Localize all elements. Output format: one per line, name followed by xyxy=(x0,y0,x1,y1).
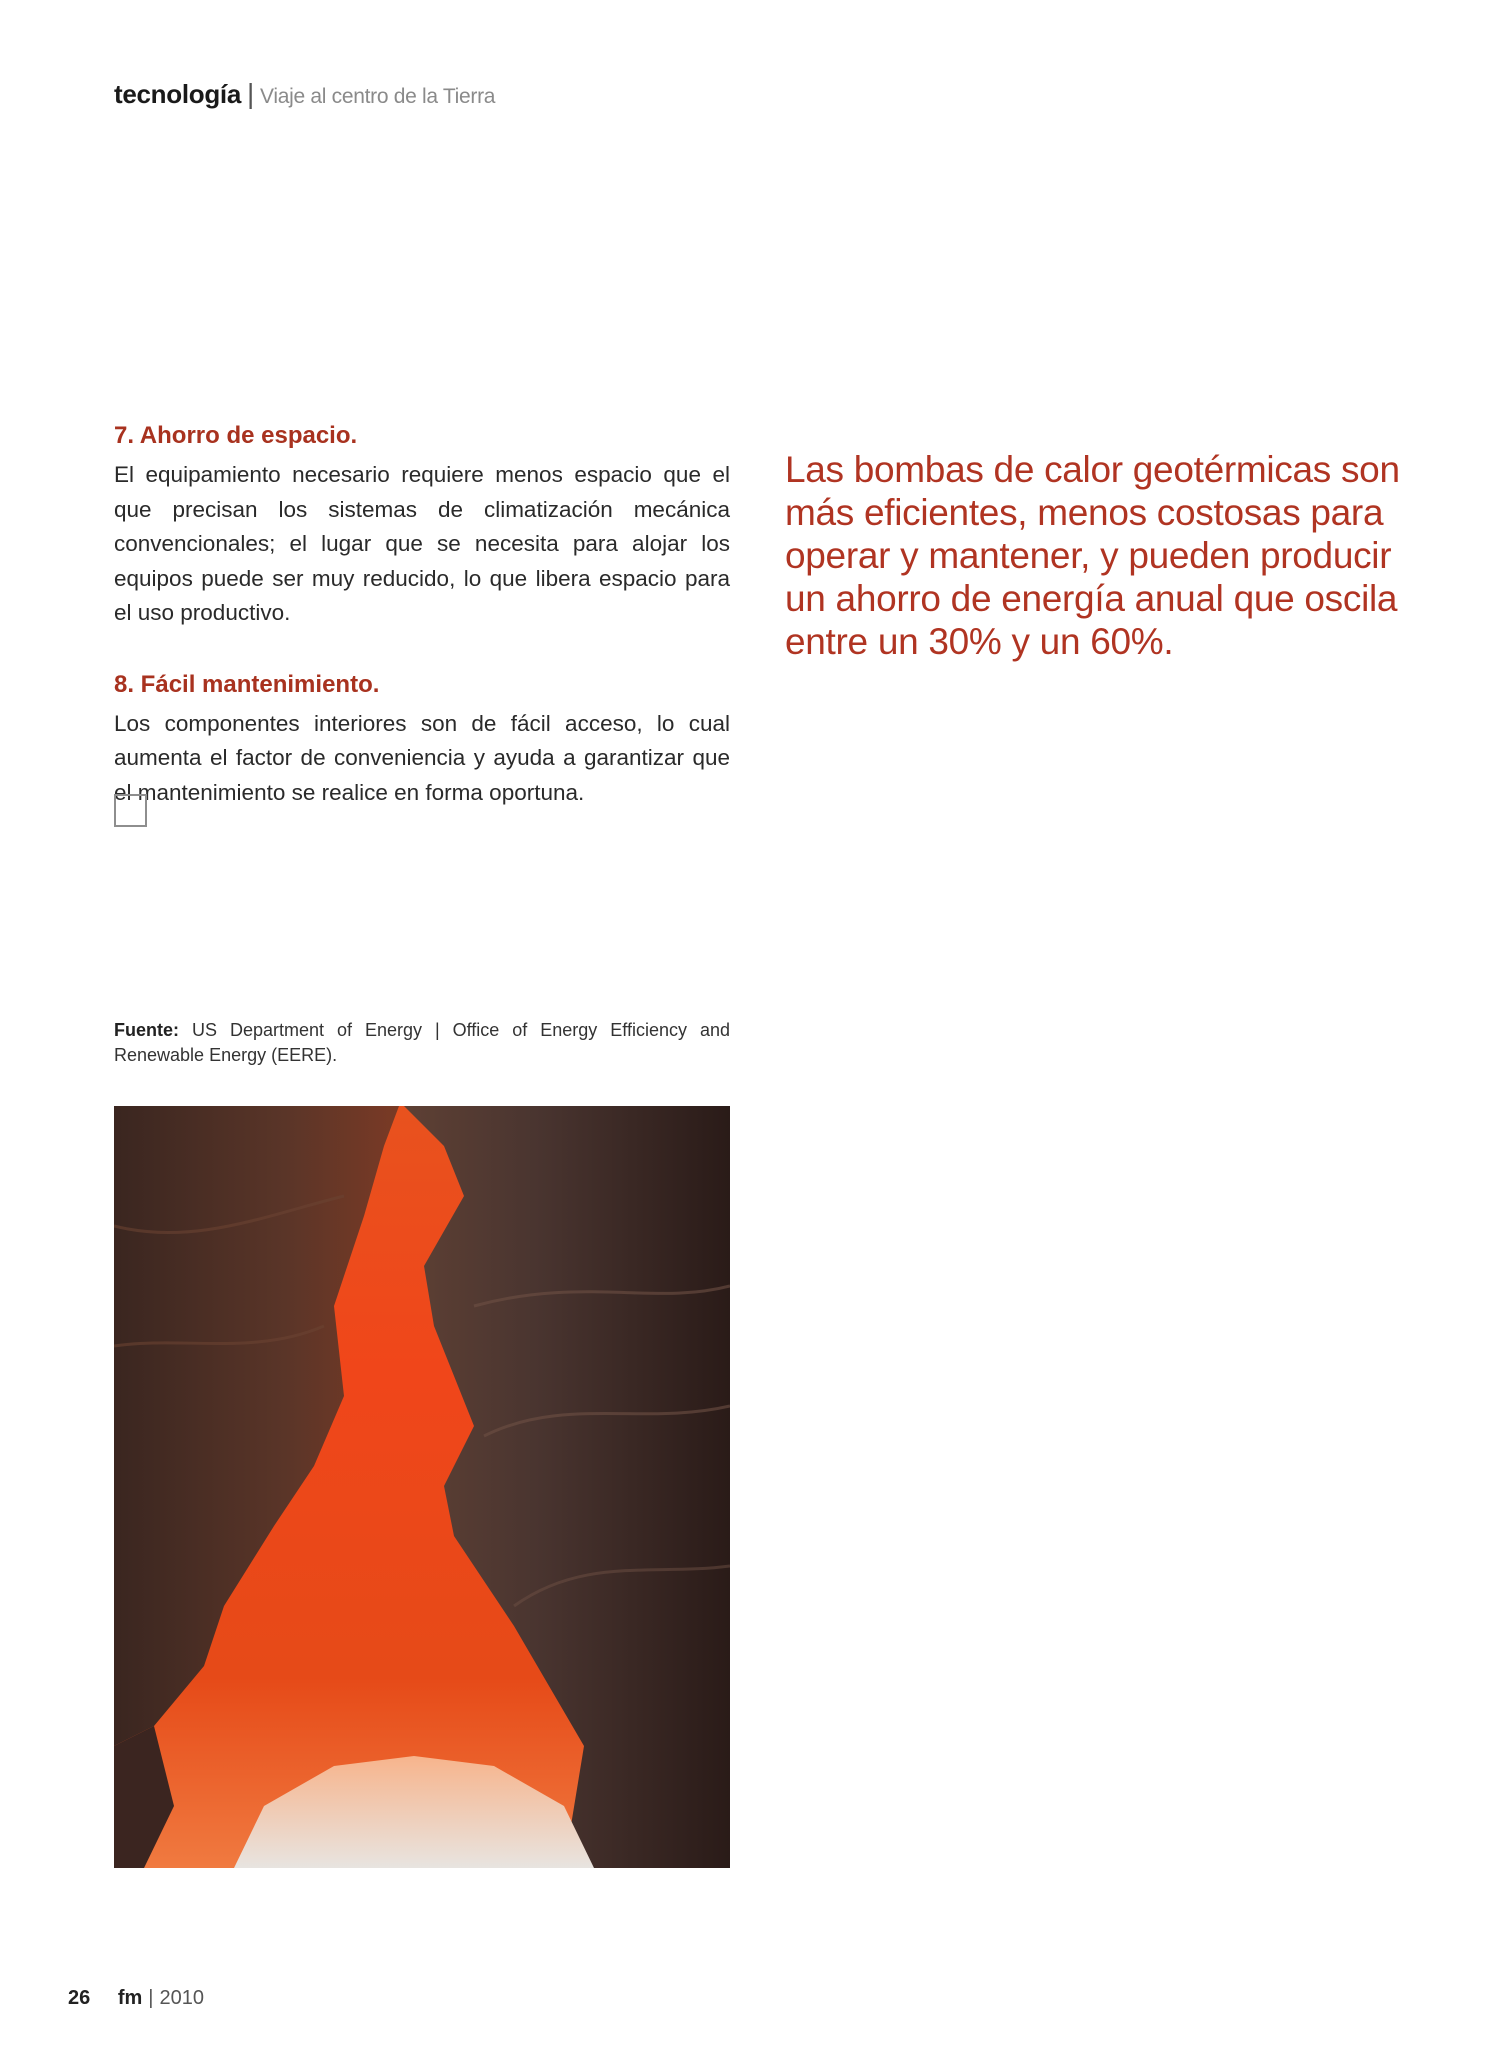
item-heading: 8. Fácil mantenimiento. xyxy=(114,670,380,698)
issue-year: 2010 xyxy=(159,1987,204,2009)
section-name: tecnología xyxy=(114,79,242,109)
item-paragraph: El equipamiento necesario requiere menos espacio que el que precisan los sistemas de climatización mecánica convencionales; el lugar que se necesita para alojar los equipos puede ser muy reducido, lo que libera espacio para el uso productivo. xyxy=(114,462,730,625)
list-item xyxy=(114,420,730,631)
canyon-photo xyxy=(114,1106,730,1868)
source-text: US Department of Energy | Office of Energy Efficiency and Renewable Energy (EERE). xyxy=(114,1020,730,1065)
item-paragraph: Los componentes interiores son de fácil acceso, lo cual aumenta el factor de conveniencia y ayuda a garantizar que el mantenimiento se realice en forma oportuna. xyxy=(114,710,730,805)
header-separator: | xyxy=(247,78,254,109)
page-header xyxy=(114,78,495,110)
footer-separator: | xyxy=(148,1987,154,2009)
end-of-article-mark xyxy=(114,794,147,827)
source-label: Fuente: xyxy=(114,1020,179,1040)
source-credit xyxy=(114,1018,730,1068)
item-heading: 7. Ahorro de espacio. xyxy=(114,422,358,449)
page-footer xyxy=(68,1987,204,2010)
article-column xyxy=(114,420,730,810)
canyon-photo-illustration xyxy=(114,1106,730,1868)
pull-quote: Las bombas de calor geotérmicas son más eficientes, menos costosas para operar y mantener, y pueden producir un ahorro de energía anual que oscila entre un 30% y un 60%. xyxy=(785,449,1400,662)
page-number: 26 xyxy=(68,1987,91,2009)
list-item xyxy=(114,669,730,811)
magazine-name: fm xyxy=(117,1987,143,2009)
article-title: Viaje al centro de la Tierra xyxy=(260,85,496,108)
